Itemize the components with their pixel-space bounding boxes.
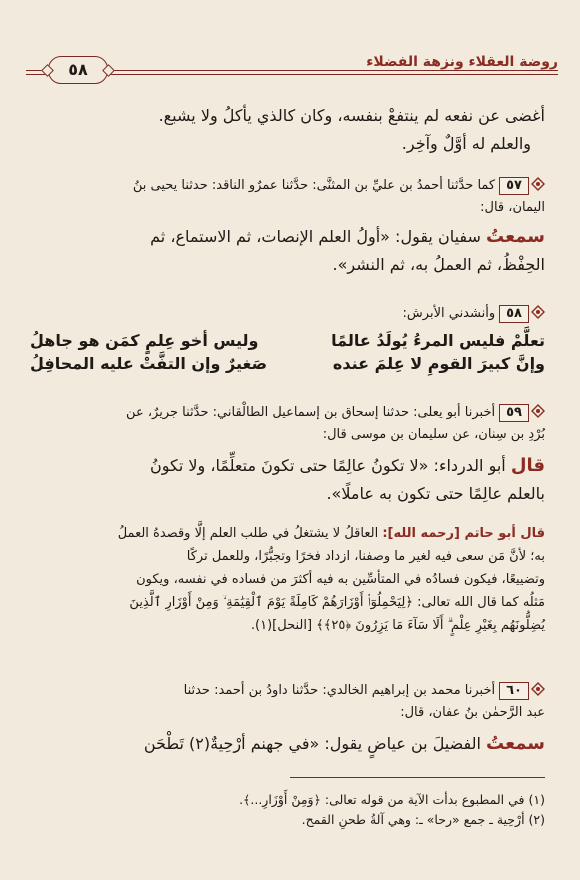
text-line: أغضى عن نفعه لم ينتفعْ بنفسه، وكان كالذي يأكلُ ولا يشبع. [158, 106, 545, 125]
hemistich: تعلَّمْ فليس المرءُ يُولَدُ عالمًا [331, 331, 545, 350]
text-line: وتضييعًا، فيكون فسادُه في المتأسِّين به فيه أكثرَ من فساده في نفسه، ويكون [136, 572, 545, 587]
isnad-text: عبد الرَّحمٰن بنُ عفان، قال: [400, 705, 545, 720]
ornament-icon [531, 305, 545, 319]
entry-number: ٥٧ [499, 177, 529, 195]
text-line: به؛ لأنَّ مَن سعى فيه لغير ما وصفنا، ازداد فخرًا وتجبُّرًا، وللعمل تركًا [186, 549, 545, 564]
isnad-text: كما حدَّثنا أحمدُ بن عليِّ بن المثنَّى: حدَّثنا عمرٌو الناقد: حدثنا يحيى بنُ [132, 178, 496, 193]
text-line: الحِفْظُ، ثم العملُ به، ثم النشر». [332, 255, 545, 274]
entry-57 [30, 175, 545, 279]
running-header [26, 54, 558, 88]
entry-60 [30, 680, 545, 758]
isnad-text: أخبرنا أبو يعلى: حدثنا إسحاق بن إسماعيل الطالْقاني: حدَّثنا جريرٌ، عن [126, 405, 496, 420]
page-number: ٥٨ [48, 56, 108, 84]
paragraph-continued [30, 102, 545, 158]
commentary-block [30, 522, 545, 637]
entry-59 [30, 402, 545, 508]
footnotes [30, 790, 545, 830]
entry-lead: سمعتُ [486, 733, 545, 754]
text-line: العاقلُ لا يشتغلُ في طلب العلم إلَّا وقصدهُ العملُ [117, 526, 379, 541]
isnad-text: بُرْدِ بن سِنان، عن سليمان بن موسى قال: [322, 427, 545, 442]
isnad-text: أخبرنا محمد بن إبراهيم الخالدي: حدَّثنا داودُ بن أحمد: حدثنا [183, 683, 496, 698]
entry-number: ٥٩ [499, 404, 529, 422]
text-line: سفيان يقول: «أولُ العلم الإنصات، ثم الاستماع، ثم [150, 227, 481, 246]
text-line: أبو الدرداء: «لا تكونُ عالِمًا حتى تكونَ متعلِّمًا، ولا تكونُ [150, 456, 506, 475]
poem-intro: وأنشدني الأبرش: [402, 306, 496, 321]
text-line: الفضيلَ بن عياضٍ يقول: «في جهنم أرْحِيةٌ(٢) تَطْحَن [143, 734, 481, 753]
commentary-lead: قال أبو حاتم [رحمه الله]: [382, 526, 545, 541]
ornament-icon [531, 682, 545, 696]
poem-verse [30, 331, 545, 350]
text-line: والعلم له أوَّلٌ وآخِر. [401, 134, 531, 153]
quran-verse-line: مَثلُه كما قال الله تعالى: ﴿لِيَحْمِلُوٓا۟ أَوْزَارَهُمْ كَامِلَةً يَوْمَ ٱلْقِيَٰمَةِ ۙ وَمِنْ أَوْزَارِ ٱلَّذِينَ [129, 595, 545, 610]
entry-number: ٥٨ [499, 305, 529, 323]
entry-lead: سمعتُ [486, 226, 545, 247]
ornament-icon [531, 404, 545, 418]
hemistich: وإنَّ كبيرَ القومِ لا عِلمَ عنده [332, 354, 545, 373]
footnote: (١) في المطبوع بدأت الآية من قوله تعالى: ﴿وَمِنْ أَوْزَارِ...﴾. [239, 792, 545, 807]
hemistich: صَغيرٌ وإن التفَّتْ عليه المحافِلُ [30, 354, 268, 373]
entry-lead: قال [510, 455, 545, 476]
entry-58 [30, 303, 545, 373]
quran-verse-line: يُضِلُّونَهُم بِغَيْرِ عِلْمٍ ۗ أَلَا سَآءَ مَا يَزِرُونَ ﴿٢٥﴾﴾ [النحل](١). [250, 618, 545, 633]
footnote: (٢) أرْحِية ـ جمع «رحا» ـ: وهي آلةُ طحنِ القمح. [301, 812, 545, 827]
text-line: بالعلم عالِمًا حتى تكون به عاملًا». [326, 484, 545, 503]
poem-verse [30, 354, 545, 373]
book-title: روضة العقلاء ونزهة الفضلاء [358, 54, 558, 70]
hemistich: وليس أخو عِلمٍ كمَن هو جاهلُ [30, 331, 259, 350]
ornament-icon [531, 177, 545, 191]
entry-number: ٦٠ [499, 682, 529, 700]
isnad-text: اليمان، قال: [480, 200, 545, 215]
footnote-rule [290, 777, 545, 778]
